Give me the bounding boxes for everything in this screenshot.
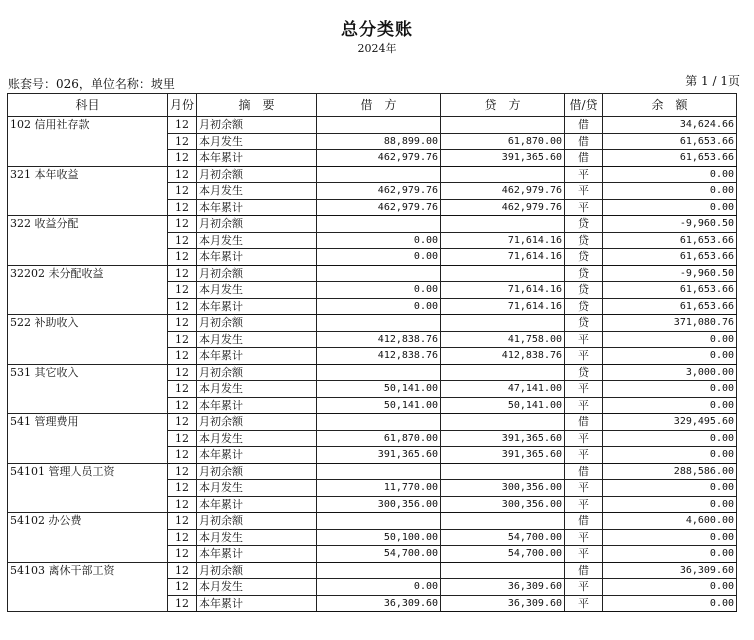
subject-cell: 54101 管理人员工资 xyxy=(8,463,168,513)
balance-cell: 61,653.66 xyxy=(603,150,737,167)
subject-cell: 322 收益分配 xyxy=(8,216,168,266)
summary-cell: 本月发生 xyxy=(197,331,317,348)
col-credit: 贷 方 xyxy=(441,94,565,117)
credit-cell: 71,614.16 xyxy=(441,249,565,266)
subject-cell: 522 补助收入 xyxy=(8,315,168,365)
summary-cell: 本月发生 xyxy=(197,232,317,249)
month-cell: 12 xyxy=(168,447,197,464)
direction-cell: 平 xyxy=(565,199,603,216)
subject-cell: 531 其它收入 xyxy=(8,364,168,414)
col-debit: 借 方 xyxy=(317,94,441,117)
month-cell: 12 xyxy=(168,579,197,596)
summary-cell: 月初余额 xyxy=(197,315,317,332)
summary-cell: 本月发生 xyxy=(197,183,317,200)
debit-cell xyxy=(317,414,441,431)
col-subject: 科目 xyxy=(8,94,168,117)
credit-cell xyxy=(441,117,565,134)
credit-cell xyxy=(441,364,565,381)
credit-cell xyxy=(441,315,565,332)
ledger-year: 2024年 xyxy=(357,42,397,55)
credit-cell: 462,979.76 xyxy=(441,183,565,200)
subject-cell: 54103 离休干部工资 xyxy=(8,562,168,612)
ledger-title: 总分类账 xyxy=(341,20,413,40)
direction-cell: 平 xyxy=(565,529,603,546)
summary-cell: 本年累计 xyxy=(197,397,317,414)
table-row xyxy=(8,463,737,480)
direction-cell: 贷 xyxy=(565,315,603,332)
credit-cell: 391,365.60 xyxy=(441,430,565,447)
summary-cell: 本月发生 xyxy=(197,282,317,299)
subject-cell: 321 本年收益 xyxy=(8,166,168,216)
balance-cell: 0.00 xyxy=(603,546,737,563)
credit-cell: 54,700.00 xyxy=(441,529,565,546)
credit-cell xyxy=(441,265,565,282)
summary-cell: 本月发生 xyxy=(197,480,317,497)
balance-cell: 0.00 xyxy=(603,331,737,348)
month-cell: 12 xyxy=(168,496,197,513)
direction-cell: 贷 xyxy=(565,232,603,249)
debit-cell: 54,700.00 xyxy=(317,546,441,563)
direction-cell: 平 xyxy=(565,348,603,365)
direction-cell: 借 xyxy=(565,513,603,530)
credit-cell: 47,141.00 xyxy=(441,381,565,398)
col-summary: 摘 要 xyxy=(197,94,317,117)
debit-cell: 300,356.00 xyxy=(317,496,441,513)
month-cell: 12 xyxy=(168,232,197,249)
month-cell: 12 xyxy=(168,282,197,299)
credit-cell xyxy=(441,216,565,233)
balance-cell: 0.00 xyxy=(603,199,737,216)
summary-cell: 本年累计 xyxy=(197,249,317,266)
credit-cell: 300,356.00 xyxy=(441,496,565,513)
debit-cell xyxy=(317,166,441,183)
balance-cell: 61,653.66 xyxy=(603,133,737,150)
balance-cell: 0.00 xyxy=(603,480,737,497)
balance-cell: 61,653.66 xyxy=(603,232,737,249)
debit-cell xyxy=(317,265,441,282)
balance-cell: 0.00 xyxy=(603,496,737,513)
balance-cell: 0.00 xyxy=(603,381,737,398)
month-cell: 12 xyxy=(168,562,197,579)
balance-cell: 0.00 xyxy=(603,447,737,464)
debit-cell xyxy=(317,463,441,480)
direction-cell: 贷 xyxy=(565,282,603,299)
month-cell: 12 xyxy=(168,364,197,381)
debit-cell xyxy=(317,216,441,233)
debit-cell: 50,100.00 xyxy=(317,529,441,546)
direction-cell: 平 xyxy=(565,447,603,464)
credit-cell: 71,614.16 xyxy=(441,282,565,299)
month-cell: 12 xyxy=(168,348,197,365)
month-cell: 12 xyxy=(168,150,197,167)
direction-cell: 平 xyxy=(565,496,603,513)
header-row xyxy=(8,94,737,117)
credit-cell: 71,614.16 xyxy=(441,232,565,249)
debit-cell: 50,141.00 xyxy=(317,397,441,414)
month-cell: 12 xyxy=(168,199,197,216)
month-cell: 12 xyxy=(168,397,197,414)
balance-cell: 288,586.00 xyxy=(603,463,737,480)
month-cell: 12 xyxy=(168,595,197,612)
direction-cell: 贷 xyxy=(565,249,603,266)
debit-cell: 36,309.60 xyxy=(317,595,441,612)
balance-cell: 61,653.66 xyxy=(603,282,737,299)
table-row xyxy=(8,315,737,332)
balance-cell: -9,960.50 xyxy=(603,216,737,233)
subject-cell: 541 管理费用 xyxy=(8,414,168,464)
debit-cell: 11,770.00 xyxy=(317,480,441,497)
summary-cell: 本月发生 xyxy=(197,579,317,596)
month-cell: 12 xyxy=(168,216,197,233)
summary-cell: 本年累计 xyxy=(197,496,317,513)
debit-cell: 412,838.76 xyxy=(317,331,441,348)
direction-cell: 贷 xyxy=(565,298,603,315)
credit-cell: 300,356.00 xyxy=(441,480,565,497)
month-cell: 12 xyxy=(168,265,197,282)
month-cell: 12 xyxy=(168,331,197,348)
month-cell: 12 xyxy=(168,546,197,563)
balance-cell: -9,960.50 xyxy=(603,265,737,282)
direction-cell: 借 xyxy=(565,150,603,167)
debit-cell: 0.00 xyxy=(317,232,441,249)
debit-cell: 61,870.00 xyxy=(317,430,441,447)
credit-cell: 41,758.00 xyxy=(441,331,565,348)
debit-cell: 391,365.60 xyxy=(317,447,441,464)
debit-cell: 0.00 xyxy=(317,249,441,266)
credit-cell: 54,700.00 xyxy=(441,546,565,563)
balance-cell: 34,624.66 xyxy=(603,117,737,134)
debit-cell: 412,838.76 xyxy=(317,348,441,365)
month-cell: 12 xyxy=(168,381,197,398)
direction-cell: 平 xyxy=(565,430,603,447)
credit-cell xyxy=(441,166,565,183)
balance-cell: 329,495.60 xyxy=(603,414,737,431)
direction-cell: 借 xyxy=(565,117,603,134)
credit-cell: 391,365.60 xyxy=(441,447,565,464)
summary-cell: 月初余额 xyxy=(197,463,317,480)
summary-cell: 本月发生 xyxy=(197,133,317,150)
direction-cell: 借 xyxy=(565,133,603,150)
balance-cell: 0.00 xyxy=(603,183,737,200)
balance-cell: 0.00 xyxy=(603,166,737,183)
debit-cell: 462,979.76 xyxy=(317,150,441,167)
table-row xyxy=(8,265,737,282)
direction-cell: 平 xyxy=(565,183,603,200)
debit-cell: 88,899.00 xyxy=(317,133,441,150)
subject-cell: 102 信用社存款 xyxy=(8,117,168,167)
credit-cell: 391,365.60 xyxy=(441,150,565,167)
month-cell: 12 xyxy=(168,315,197,332)
account-info: 账套号：026，单位名称：坡里 xyxy=(8,77,175,91)
direction-cell: 平 xyxy=(565,595,603,612)
table-row xyxy=(8,414,737,431)
table-row xyxy=(8,364,737,381)
summary-cell: 月初余额 xyxy=(197,216,317,233)
credit-cell xyxy=(441,414,565,431)
summary-cell: 月初余额 xyxy=(197,265,317,282)
month-cell: 12 xyxy=(168,529,197,546)
debit-cell xyxy=(317,315,441,332)
month-cell: 12 xyxy=(168,298,197,315)
summary-cell: 本月发生 xyxy=(197,381,317,398)
month-cell: 12 xyxy=(168,249,197,266)
summary-cell: 本年累计 xyxy=(197,348,317,365)
direction-cell: 借 xyxy=(565,463,603,480)
credit-cell xyxy=(441,463,565,480)
ledger-table xyxy=(7,93,737,612)
credit-cell xyxy=(441,562,565,579)
summary-cell: 本年累计 xyxy=(197,298,317,315)
debit-cell: 462,979.76 xyxy=(317,183,441,200)
debit-cell xyxy=(317,513,441,530)
direction-cell: 平 xyxy=(565,480,603,497)
summary-cell: 月初余额 xyxy=(197,166,317,183)
debit-cell: 0.00 xyxy=(317,282,441,299)
col-balance: 余 额 xyxy=(603,94,737,117)
summary-cell: 月初余额 xyxy=(197,414,317,431)
balance-cell: 0.00 xyxy=(603,348,737,365)
month-cell: 12 xyxy=(168,480,197,497)
direction-cell: 平 xyxy=(565,166,603,183)
month-cell: 12 xyxy=(168,117,197,134)
credit-cell: 462,979.76 xyxy=(441,199,565,216)
summary-cell: 月初余额 xyxy=(197,117,317,134)
direction-cell: 贷 xyxy=(565,265,603,282)
debit-cell: 462,979.76 xyxy=(317,199,441,216)
credit-cell: 36,309.60 xyxy=(441,595,565,612)
direction-cell: 平 xyxy=(565,546,603,563)
month-cell: 12 xyxy=(168,430,197,447)
direction-cell: 平 xyxy=(565,331,603,348)
summary-cell: 本年累计 xyxy=(197,199,317,216)
summary-cell: 本年累计 xyxy=(197,595,317,612)
month-cell: 12 xyxy=(168,166,197,183)
summary-cell: 本月发生 xyxy=(197,430,317,447)
month-cell: 12 xyxy=(168,133,197,150)
balance-cell: 36,309.60 xyxy=(603,562,737,579)
summary-cell: 本年累计 xyxy=(197,546,317,563)
direction-cell: 借 xyxy=(565,562,603,579)
summary-cell: 本年累计 xyxy=(197,150,317,167)
direction-cell: 平 xyxy=(565,381,603,398)
debit-cell: 0.00 xyxy=(317,298,441,315)
balance-cell: 61,653.66 xyxy=(603,298,737,315)
month-cell: 12 xyxy=(168,513,197,530)
balance-cell: 371,080.76 xyxy=(603,315,737,332)
credit-cell: 412,838.76 xyxy=(441,348,565,365)
debit-cell: 0.00 xyxy=(317,579,441,596)
balance-cell: 0.00 xyxy=(603,529,737,546)
balance-cell: 3,000.00 xyxy=(603,364,737,381)
summary-cell: 本月发生 xyxy=(197,529,317,546)
balance-cell: 61,653.66 xyxy=(603,249,737,266)
month-cell: 12 xyxy=(168,183,197,200)
balance-cell: 4,600.00 xyxy=(603,513,737,530)
credit-cell: 36,309.60 xyxy=(441,579,565,596)
direction-cell: 平 xyxy=(565,397,603,414)
month-cell: 12 xyxy=(168,414,197,431)
credit-cell: 50,141.00 xyxy=(441,397,565,414)
table-row xyxy=(8,562,737,579)
subject-cell: 54102 办公费 xyxy=(8,513,168,563)
debit-cell xyxy=(317,117,441,134)
direction-cell: 平 xyxy=(565,579,603,596)
summary-cell: 本年累计 xyxy=(197,447,317,464)
credit-cell xyxy=(441,513,565,530)
table-row xyxy=(8,216,737,233)
table-row xyxy=(8,513,737,530)
col-direction: 借/贷 xyxy=(565,94,603,117)
balance-cell: 0.00 xyxy=(603,579,737,596)
summary-cell: 月初余额 xyxy=(197,562,317,579)
credit-cell: 61,870.00 xyxy=(441,133,565,150)
credit-cell: 71,614.16 xyxy=(441,298,565,315)
subject-cell: 32202 未分配收益 xyxy=(8,265,168,315)
direction-cell: 贷 xyxy=(565,364,603,381)
summary-cell: 月初余额 xyxy=(197,513,317,530)
col-month: 月份 xyxy=(168,94,197,117)
debit-cell: 50,141.00 xyxy=(317,381,441,398)
debit-cell xyxy=(317,562,441,579)
debit-cell xyxy=(317,364,441,381)
month-cell: 12 xyxy=(168,463,197,480)
direction-cell: 借 xyxy=(565,414,603,431)
page-number: 第 1 / 1页 xyxy=(685,74,740,88)
table-row xyxy=(8,166,737,183)
summary-cell: 月初余额 xyxy=(197,364,317,381)
balance-cell: 0.00 xyxy=(603,595,737,612)
balance-cell: 0.00 xyxy=(603,430,737,447)
balance-cell: 0.00 xyxy=(603,397,737,414)
direction-cell: 贷 xyxy=(565,216,603,233)
table-row xyxy=(8,117,737,134)
